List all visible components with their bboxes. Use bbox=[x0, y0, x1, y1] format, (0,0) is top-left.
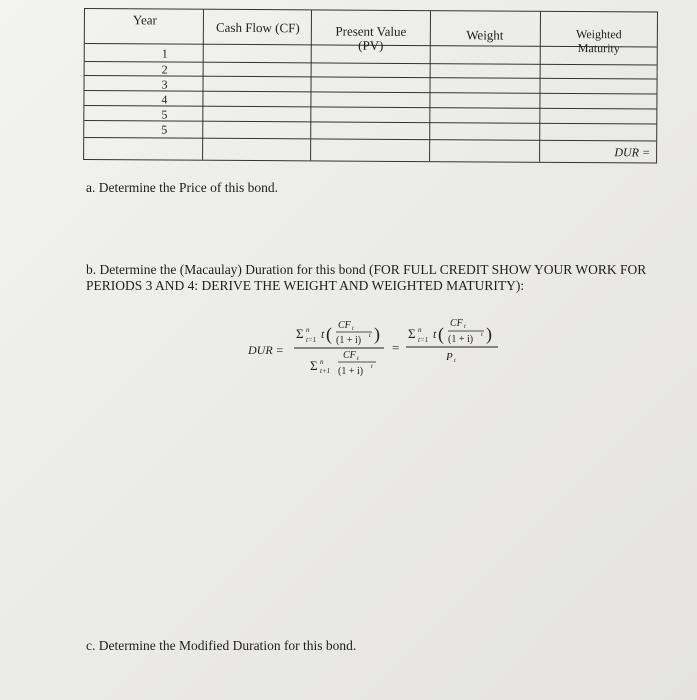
header-present-value bbox=[317, 24, 425, 53]
formula-exp-2: t bbox=[481, 332, 483, 338]
formula-sum-sub: t=1 bbox=[306, 336, 317, 344]
formula-sum-bottom: Σ bbox=[310, 358, 318, 373]
formula-cf-bottom: CF bbox=[343, 350, 356, 361]
paren-right-2: ) bbox=[486, 324, 492, 344]
formula-one-plus-i-bottom: (1 + i) bbox=[338, 366, 364, 377]
paren-left-2: ( bbox=[438, 324, 444, 344]
formula-one-plus-i-2: (1 + i) bbox=[448, 334, 474, 345]
formula-sum-sup: n bbox=[306, 326, 310, 334]
formula-sum-bottom-sup: n bbox=[320, 358, 324, 366]
formula-t-2: t bbox=[433, 327, 437, 341]
formula-cf-bottom-sub: t bbox=[357, 356, 359, 362]
year-cell: 2 bbox=[161, 62, 168, 77]
question-b-line2: PERIODS 3 AND 4: DERIVE THE WEIGHT AND WEIGHTED MATURITY): bbox=[86, 278, 525, 293]
formula-equals: = bbox=[392, 340, 400, 355]
formula-exp: t bbox=[369, 333, 371, 339]
formula-one-plus-i: (1 + i) bbox=[336, 335, 362, 346]
year-cell: 5 bbox=[161, 107, 168, 122]
formula-p: P bbox=[446, 351, 453, 363]
formula-sum-2-sub: t=1 bbox=[418, 336, 429, 344]
formula-cf: CF bbox=[338, 320, 351, 331]
formula-exp-bottom: t bbox=[371, 364, 373, 370]
question-b bbox=[86, 262, 666, 294]
formula-sum-top: Σ bbox=[296, 326, 304, 341]
formula-t: t bbox=[321, 327, 325, 341]
row-divider bbox=[84, 137, 656, 142]
duration-table bbox=[83, 8, 658, 164]
question-c: c. Determine the Modified Duration for this bond. bbox=[86, 638, 357, 653]
header-year: Year bbox=[132, 12, 157, 28]
year-cell: 1 bbox=[161, 46, 168, 61]
question-b-line1: b. Determine the (Macaulay) Duration for this bond (FOR FULL CREDIT SHOW YOUR WORK FOR bbox=[86, 262, 647, 277]
formula-dur: DUR = bbox=[248, 343, 284, 357]
paren-right: ) bbox=[374, 324, 380, 344]
formula-cf-sub: t bbox=[352, 326, 354, 332]
formula-p-sub: t bbox=[454, 358, 456, 364]
header-cash-flow: Cash Flow (CF) bbox=[215, 19, 300, 36]
header-weighted-maturity bbox=[545, 27, 653, 56]
header-wm-line1: Weighted bbox=[575, 27, 622, 42]
header-weight: Weight bbox=[466, 27, 504, 43]
header-wm-line2: Maturity bbox=[577, 41, 620, 56]
paren-left: ( bbox=[326, 324, 332, 344]
year-cell: 4 bbox=[161, 92, 168, 107]
formula-cf-2-sub: t bbox=[464, 324, 466, 330]
formula-sum-bottom-sub: t+1 bbox=[320, 367, 331, 375]
formula-cf-2: CF bbox=[450, 318, 463, 329]
header-pv-line1: Present Value bbox=[335, 23, 407, 39]
formula-sum-2-sup: n bbox=[418, 326, 422, 334]
year-cell: 3 bbox=[161, 77, 168, 92]
header-pv-line2: (PV) bbox=[358, 37, 384, 53]
dur-label: DUR = bbox=[614, 145, 651, 160]
question-a: a. Determine the Price of this bond. bbox=[86, 180, 278, 195]
duration-formula bbox=[248, 310, 518, 390]
year-cell: 5 bbox=[161, 122, 168, 137]
formula-sum-2: Σ bbox=[408, 326, 416, 341]
